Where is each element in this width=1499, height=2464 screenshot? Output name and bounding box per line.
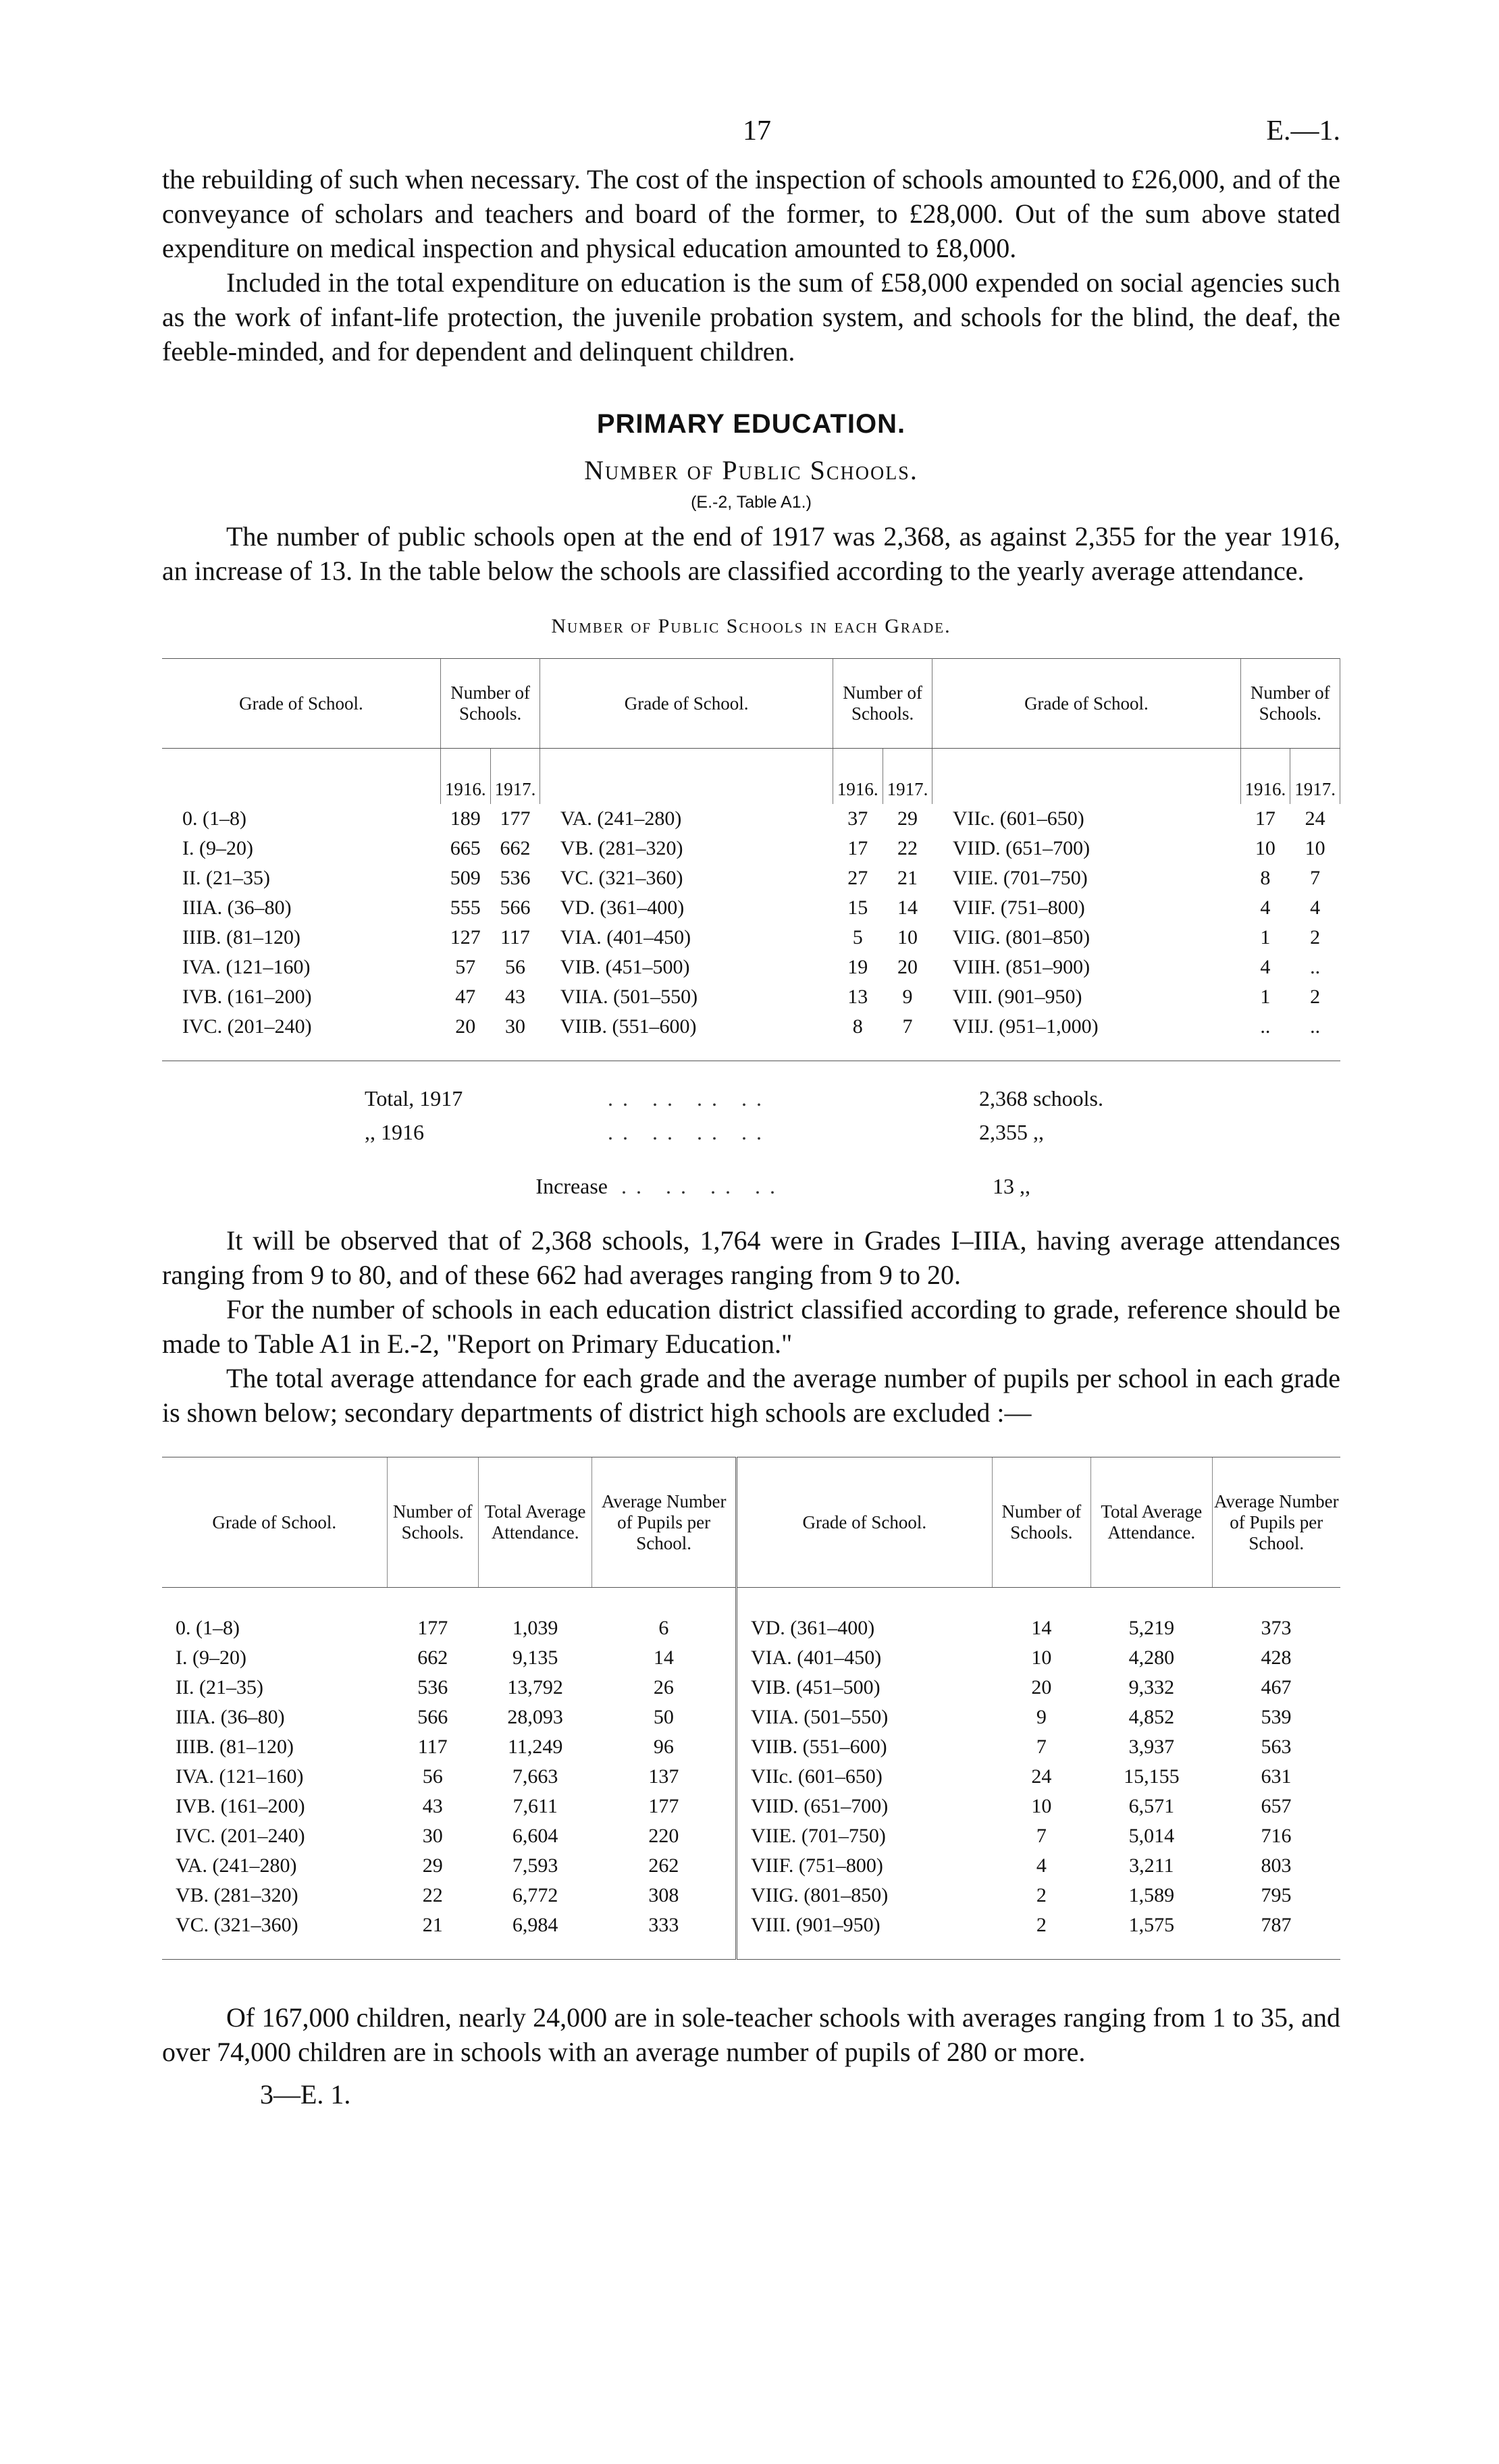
year-row	[162, 749, 1340, 805]
year-label: 1917.	[490, 749, 540, 805]
attendance-cell: 6,984	[478, 1910, 591, 1960]
average-cell: 373	[1261, 1617, 1292, 1639]
count-cell: 43	[505, 986, 525, 1008]
schools-cell: 20	[1031, 1676, 1052, 1698]
document-ref: E.—1.	[1266, 115, 1340, 146]
grade-cell: IVC. (201–240)	[176, 1825, 305, 1847]
count-cell: 2	[1310, 926, 1321, 948]
count-cell: 7	[883, 1012, 932, 1061]
attendance-cell: 1,575	[1091, 1910, 1212, 1960]
average-cell: 14	[653, 1646, 674, 1669]
grade-cell: VIIc. (601–650)	[952, 807, 1084, 830]
count-cell: 4	[1260, 956, 1271, 978]
count-cell: 14	[897, 896, 918, 919]
count-cell: 7	[1310, 867, 1321, 889]
grade-cell: VD. (361–400)	[736, 1588, 992, 1644]
count-cell: 30	[490, 1012, 540, 1061]
schools-cell: 29	[422, 1854, 443, 1877]
grade-cell: VIID. (651–700)	[736, 1792, 992, 1821]
total-label: Total, 1917	[365, 1086, 463, 1110]
schools-cell: 2	[1036, 1884, 1047, 1906]
grade-cell: 0. (1–8)	[176, 1617, 240, 1639]
average-cell: 137	[648, 1765, 679, 1788]
grade-cell: IIIB. (81–120)	[176, 1736, 294, 1758]
col-number: Number of Schools.	[387, 1457, 478, 1588]
count-cell: 8	[1260, 867, 1271, 889]
table-row	[162, 1881, 1340, 1910]
attendance-cell: 7,663	[512, 1765, 558, 1788]
schools-cell: 10	[1031, 1795, 1052, 1817]
count-cell: 1	[1260, 986, 1271, 1008]
grade-cell: IVA. (121–160)	[176, 1765, 304, 1788]
average-cell: 262	[648, 1854, 679, 1877]
year-label: 1916.	[833, 749, 883, 805]
count-cell: 127	[450, 926, 481, 948]
grade-cell: VA. (241–280)	[560, 807, 682, 830]
schools-cell: 566	[417, 1706, 448, 1728]
page-number: 17	[743, 115, 771, 146]
table-row	[162, 1910, 1340, 1960]
count-cell: ..	[1240, 1012, 1290, 1061]
col-total: Total Average Attendance.	[1091, 1457, 1212, 1588]
count-cell: 10	[1255, 837, 1276, 859]
count-cell: 24	[1305, 807, 1325, 830]
average-cell: 631	[1261, 1765, 1292, 1788]
count-cell: 37	[847, 807, 868, 830]
schools-by-grade-table	[162, 658, 1340, 1061]
attendance-cell: 4,852	[1128, 1706, 1175, 1728]
year-label: 1917.	[1290, 749, 1340, 805]
grade-cell: VIIF. (751–800)	[736, 1851, 992, 1881]
table-row	[162, 953, 1340, 982]
schools-cell: 56	[422, 1765, 443, 1788]
schools-cell: 22	[422, 1884, 443, 1906]
schools-cell: 24	[1031, 1765, 1052, 1788]
schools-cell: 662	[417, 1646, 448, 1669]
count-cell: 13	[847, 986, 868, 1008]
grade-cell: IVA. (121–160)	[182, 956, 311, 978]
schools-cell: 7	[1036, 1736, 1047, 1758]
col-number: Number of Schools.	[833, 659, 932, 749]
year-label: 1916.	[1240, 749, 1290, 805]
table-row	[162, 1703, 1340, 1732]
count-cell: 509	[450, 867, 481, 889]
grade-cell: VIIH. (851–900)	[952, 956, 1090, 978]
count-cell: 117	[500, 926, 530, 948]
average-cell: 177	[648, 1795, 679, 1817]
paragraph: For the number of schools in each education district classified according to grade, reference should be made to Table A1 in E.-2, "Report on Primary Education."	[162, 1294, 1340, 1359]
totals-block	[365, 1081, 1340, 1203]
count-cell: 17	[1255, 807, 1276, 830]
paragraph: The number of public schools open at the end of 1917 was 2,368, as against 2,355 for the year 1916, an increase of 13. In the table below the schools are classified according to the yearly average attendance.	[162, 521, 1340, 586]
count-cell: 566	[500, 896, 531, 919]
grade-cell: VC. (321–360)	[162, 1910, 387, 1960]
attendance-cell: 1,589	[1128, 1884, 1175, 1906]
attendance-cell: 9,332	[1128, 1676, 1175, 1698]
grade-cell: VIIG. (801–850)	[736, 1881, 992, 1910]
attendance-cell: 3,211	[1129, 1854, 1174, 1877]
grade-cell: VIIA. (501–550)	[560, 986, 698, 1008]
col-average: Average Number of Pupils per School.	[592, 1457, 737, 1588]
grade-cell: VIIE. (701–750)	[736, 1821, 992, 1851]
document-page	[162, 101, 1340, 2110]
paragraph: It will be observed that of 2,368 schools, 1,764 were in Grades I–IIIA, having average attendances ranging from 9 to 80, and of these 662 had averages ranging from 9 to 20.	[162, 1225, 1340, 1290]
year-label: 1917.	[883, 749, 932, 805]
table-row	[162, 1851, 1340, 1881]
count-cell: 19	[847, 956, 868, 978]
section-ref: (E.-2, Table A1.)	[691, 493, 812, 512]
total-value: 2,368 schools.	[979, 1086, 1103, 1110]
grade-cell: IVB. (161–200)	[176, 1795, 305, 1817]
attendance-cell: 6,571	[1128, 1795, 1175, 1817]
average-cell: 787	[1212, 1910, 1340, 1960]
table-row	[162, 1732, 1340, 1762]
col-number: Number of Schools.	[440, 659, 540, 749]
attendance-cell: 1,039	[512, 1617, 558, 1639]
average-cell: 657	[1261, 1795, 1292, 1817]
grade-cell: 0. (1–8)	[182, 807, 246, 830]
table-row	[162, 1673, 1340, 1703]
average-cell: 50	[653, 1706, 674, 1728]
paragraph: the rebuilding of such when necessary. The cost of the inspection of schools amounted to £26,000, and of the conveyance of scholars and teachers and board of the former, to £28,000. Out of the sum above stated expenditure on medical inspection and physical education amounted to £8,000.	[162, 164, 1340, 263]
schools-cell: 9	[1036, 1706, 1047, 1728]
grade-cell: VIII. (901–950)	[952, 986, 1082, 1008]
table-row	[162, 863, 1340, 893]
grade-cell: I. (9–20)	[176, 1646, 246, 1669]
grade-cell: IVC. (201–240)	[162, 1012, 440, 1061]
schools-cell: 10	[1031, 1646, 1052, 1669]
table1-caption: Number of Public Schools in each Grade.	[551, 615, 951, 637]
col-grade: Grade of School.	[162, 1457, 387, 1588]
count-cell: 189	[450, 807, 481, 830]
count-cell: 56	[505, 956, 525, 978]
attendance-cell: 4,280	[1128, 1646, 1175, 1669]
grade-cell: VIIB. (551–600)	[736, 1732, 992, 1762]
count-cell: 4	[1310, 896, 1321, 919]
col-number: Number of Schools.	[992, 1457, 1090, 1588]
col-total: Total Average Attendance.	[478, 1457, 591, 1588]
table-row	[162, 834, 1340, 863]
average-cell: 795	[1261, 1884, 1292, 1906]
grade-cell: VIB. (451–500)	[560, 956, 690, 978]
schools-cell: 117	[417, 1736, 448, 1758]
average-cell: 467	[1261, 1676, 1292, 1698]
grade-cell: VB. (281–320)	[176, 1884, 298, 1906]
average-cell: 803	[1261, 1854, 1292, 1877]
table-header-row	[162, 659, 1340, 749]
schools-cell: 30	[422, 1825, 443, 1847]
grade-cell: VIA. (401–450)	[560, 926, 691, 948]
count-cell: 57	[455, 956, 476, 978]
schools-cell: 536	[417, 1676, 448, 1698]
table-row	[162, 893, 1340, 923]
count-cell: 10	[897, 926, 918, 948]
table-row	[162, 1643, 1340, 1673]
count-cell: 1	[1260, 926, 1271, 948]
schools-cell: 7	[1036, 1825, 1047, 1847]
table-row	[162, 804, 1340, 834]
grade-cell: IIIB. (81–120)	[182, 926, 300, 948]
page-header	[162, 101, 1340, 162]
grade-cell: VIII. (901–950)	[736, 1910, 992, 1960]
attendance-cell: 6,772	[512, 1884, 558, 1906]
col-number: Number of Schools.	[1240, 659, 1340, 749]
schools-cell: 177	[417, 1617, 448, 1639]
schools-cell: 14	[1031, 1617, 1052, 1639]
increase-row	[365, 1169, 1340, 1203]
grade-cell: IIIA. (36–80)	[182, 896, 292, 919]
grade-cell: VIIJ. (951–1,000)	[932, 1012, 1240, 1061]
grade-cell: VIIG. (801–850)	[952, 926, 1090, 948]
average-cell: 96	[653, 1736, 674, 1758]
average-cell: 220	[648, 1825, 679, 1847]
col-grade: Grade of School.	[736, 1457, 992, 1588]
count-cell: 20	[897, 956, 918, 978]
section-title: PRIMARY EDUCATION.	[596, 409, 906, 439]
grade-cell: VIIc. (601–650)	[736, 1762, 992, 1792]
count-cell: 21	[897, 867, 918, 889]
count-cell: 555	[450, 896, 481, 919]
leader-dots: .. .. .. ..	[621, 1174, 785, 1198]
count-cell: 9	[902, 986, 913, 1008]
paragraph: The total average attendance for each grade and the average number of pupils per school in each grade is shown below; secondary departments of district high schools are excluded :—	[162, 1363, 1340, 1428]
average-cell: 563	[1261, 1736, 1292, 1758]
grade-cell: VB. (281–320)	[560, 837, 683, 859]
table-row	[162, 1792, 1340, 1821]
grade-cell: II. (21–35)	[182, 867, 270, 889]
grade-cell: VIIB. (551–600)	[540, 1012, 833, 1061]
col-average: Average Number of Pupils per School.	[1212, 1457, 1340, 1588]
attendance-cell: 5,219	[1128, 1617, 1175, 1639]
increase-value: 13 ,,	[993, 1174, 1030, 1198]
count-cell: 22	[897, 837, 918, 859]
attendance-cell: 6,604	[512, 1825, 558, 1847]
count-cell: 662	[500, 837, 531, 859]
leader-dots: .. .. .. ..	[608, 1086, 771, 1110]
count-cell: 5	[852, 926, 863, 948]
average-cell: 6	[658, 1617, 669, 1639]
attendance-cell: 28,093	[507, 1706, 563, 1728]
average-cell: 428	[1261, 1646, 1292, 1669]
grade-cell: IVB. (161–200)	[182, 986, 312, 1008]
total-row	[365, 1081, 1340, 1115]
count-cell: 665	[450, 837, 481, 859]
attendance-cell: 3,937	[1128, 1736, 1175, 1758]
average-cell: 308	[648, 1884, 679, 1906]
grade-cell: VIIE. (701–750)	[952, 867, 1088, 889]
table-row	[162, 1762, 1340, 1792]
col-grade: Grade of School.	[932, 659, 1240, 749]
grade-cell: IIIA. (36–80)	[176, 1706, 285, 1728]
average-cell: 539	[1261, 1706, 1292, 1728]
table-row	[162, 1012, 1340, 1061]
count-cell: 8	[833, 1012, 883, 1061]
attendance-cell: 5,014	[1128, 1825, 1175, 1847]
table-row	[162, 982, 1340, 1012]
average-cell: 26	[653, 1676, 674, 1698]
col-grade: Grade of School.	[162, 659, 440, 749]
section-subtitle: Number of Public Schools.	[584, 455, 918, 485]
average-cell: 333	[592, 1910, 737, 1960]
count-cell: 27	[847, 867, 868, 889]
total-value: 2,355 ,,	[979, 1120, 1044, 1144]
count-cell: 177	[500, 807, 531, 830]
leader-dots: .. .. .. ..	[608, 1120, 771, 1144]
grade-cell: VIID. (651–700)	[952, 837, 1090, 859]
count-cell: 15	[847, 896, 868, 919]
schools-cell: 2	[992, 1910, 1090, 1960]
count-cell: 536	[500, 867, 531, 889]
year-label: 1916.	[440, 749, 490, 805]
grade-cell: VA. (241–280)	[176, 1854, 297, 1877]
schools-cell: 4	[1036, 1854, 1047, 1877]
count-cell: ..	[1290, 1012, 1340, 1061]
attendance-cell: 11,249	[507, 1736, 563, 1758]
attendance-cell: 9,135	[512, 1646, 558, 1669]
increase-label: Increase	[535, 1174, 608, 1198]
count-cell: 29	[897, 807, 918, 830]
attendance-cell: 7,593	[512, 1854, 558, 1877]
average-cell: 716	[1261, 1825, 1292, 1847]
count-cell: 2	[1310, 986, 1321, 1008]
table-row	[162, 1821, 1340, 1851]
count-cell: ..	[1310, 956, 1321, 978]
grade-cell: VD. (361–400)	[560, 896, 685, 919]
total-row	[365, 1115, 1340, 1149]
attendance-cell: 13,792	[507, 1676, 563, 1698]
grade-cell: VC. (321–360)	[560, 867, 683, 889]
grade-cell: VIA. (401–450)	[736, 1643, 992, 1673]
attendance-cell: 15,155	[1124, 1765, 1180, 1788]
attendance-cell: 7,611	[512, 1795, 558, 1817]
grade-cell: VIIA. (501–550)	[736, 1703, 992, 1732]
grade-cell: I. (9–20)	[182, 837, 253, 859]
closing-paragraph: Of 167,000 children, nearly 24,000 are in sole-teacher schools with averages ranging from 1 to 35, and over 74,000 children are in schools with an average number of pupils of 280 or more.	[162, 2002, 1340, 2067]
table-header-row	[162, 1457, 1340, 1588]
grade-cell: VIB. (451–500)	[736, 1673, 992, 1703]
count-cell: 17	[847, 837, 868, 859]
signature-mark: 3—E. 1.	[260, 2079, 351, 2110]
col-grade: Grade of School.	[540, 659, 833, 749]
attendance-table	[162, 1457, 1340, 1960]
table-row	[162, 923, 1340, 953]
count-cell: 20	[440, 1012, 490, 1061]
count-cell: 47	[455, 986, 476, 1008]
table-row	[162, 1588, 1340, 1644]
schools-cell: 21	[387, 1910, 478, 1960]
total-label: ,, 1916	[365, 1120, 424, 1144]
count-cell: 10	[1305, 837, 1325, 859]
paragraph: Included in the total expenditure on education is the sum of £58,000 expended on social agencies such as the work of infant-life protection, the juvenile probation system, and schools for the blind, the deaf, the feeble-minded, and for dependent and delinquent children.	[162, 267, 1340, 367]
grade-cell: II. (21–35)	[176, 1676, 263, 1698]
grade-cell: VIIF. (751–800)	[952, 896, 1085, 919]
count-cell: 4	[1260, 896, 1271, 919]
schools-cell: 43	[422, 1795, 443, 1817]
